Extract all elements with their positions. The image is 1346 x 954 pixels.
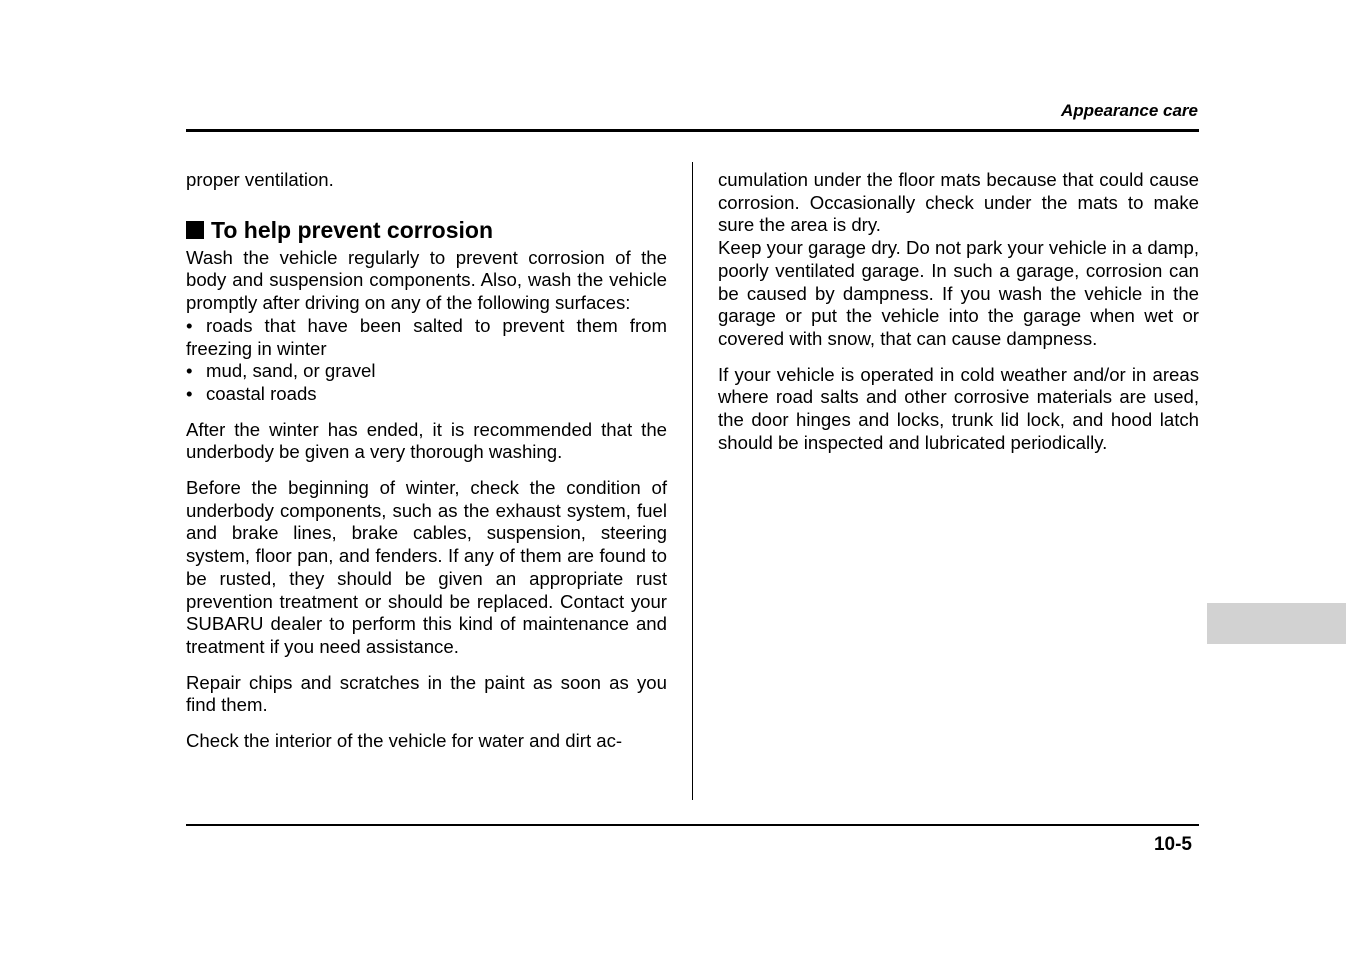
paragraph-garage: Keep your garage dry. Do not park your vehicle in a damp, poorly ventilated garage. In such a garage, corrosion can be caused by dampness. If you wash the vehicle in the garage or put the vehicle into the garage when wet or covered with snow, that can cause dampness. (718, 237, 1199, 349)
paragraph-cold-weather: If your vehicle is operated in cold weather and/or in areas where road salts and other corrosive materials are used, the door hinges and locks, trunk lid lock, and hood latch should be inspected and lubricated periodically. (718, 363, 1199, 453)
list-item-text: roads that have been salted to prevent them from freezing in winter (186, 314, 667, 359)
list-item-text: mud, sand, or gravel (206, 360, 376, 382)
header-rule (186, 129, 1199, 132)
chapter-tab (1207, 603, 1346, 644)
paragraph-winter-end: After the winter has ended, it is recommended that the underbody be given a very thorough washing. (186, 418, 667, 463)
paragraph-wash: Wash the vehicle regularly to prevent corrosion of the body and suspension components. Also, wash the vehicle promptly after driving on any of the following surfaces: (186, 246, 667, 314)
section-heading (186, 216, 667, 244)
paragraph-repair: Repair chips and scratches in the paint as soon as you find them. (186, 671, 667, 716)
column-divider (692, 162, 693, 800)
bullet-dot-icon: • (186, 360, 193, 382)
bullet-dot-icon: • (186, 382, 193, 404)
footer-rule (186, 824, 1199, 826)
running-header: Appearance care (1060, 101, 1198, 120)
bullet-list (186, 315, 667, 406)
square-bullet-icon (186, 221, 204, 239)
intro-fragment: proper ventilation. (186, 169, 334, 190)
paragraph-floor-mats: cumulation under the floor mats because that could cause corrosion. Occasionally check under the mats to make sure the area is dry. (718, 169, 1199, 236)
page-number: 10-5 (1153, 834, 1192, 855)
left-column (186, 169, 667, 766)
list-item (186, 315, 667, 360)
bullet-dot-icon: • (186, 314, 193, 336)
paragraph-winter-begin: Before the beginning of winter, check the condition of underbody components, such as the exhaust system, fuel and brake lines, brake cables, suspension, steering system, floor pan, and fenders. If any of them are found to be rusted, they should be given an appropriate rust prevention treatment or should be replaced. Contact your SUBARU dealer to perform this kind of maintenance and treatment if you need assistance. (186, 477, 667, 657)
paragraph-interior: Check the interior of the vehicle for water and dirt ac- (186, 730, 623, 752)
list-item (186, 360, 667, 383)
list-item-text: coastal roads (206, 382, 317, 404)
list-item (186, 383, 667, 406)
section-heading-text: To help prevent corrosion (211, 216, 493, 243)
right-column (718, 169, 1199, 467)
